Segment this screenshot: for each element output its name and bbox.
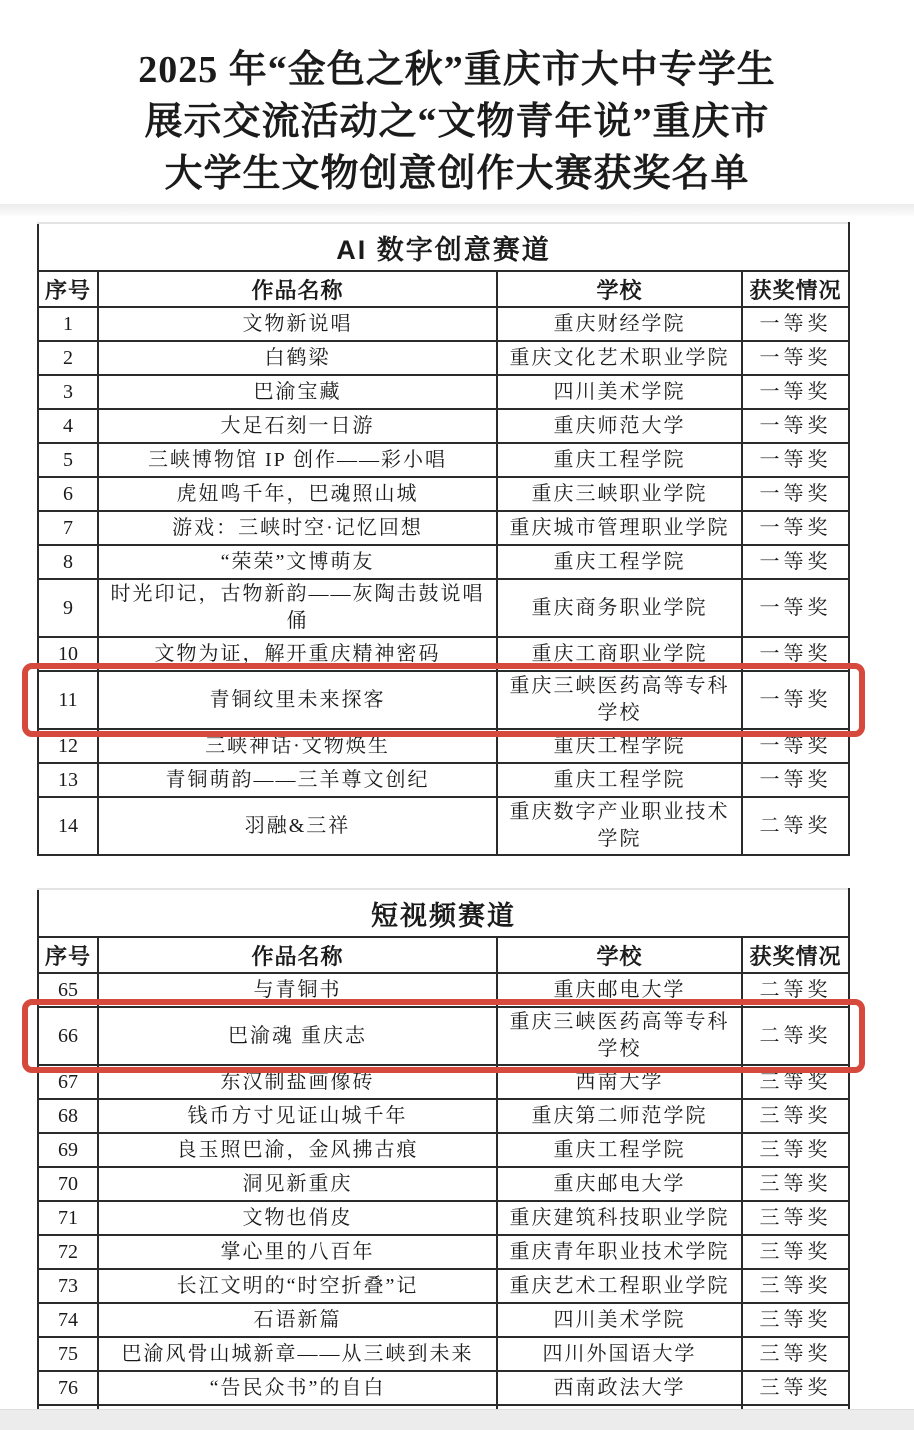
cell-school: 重庆商务职业学院 xyxy=(497,579,742,637)
cell-school: 重庆第二师范学院 xyxy=(497,1099,742,1133)
cell-award: 三等奖 xyxy=(742,1201,849,1235)
column-header-work-title: 作品名称 xyxy=(98,937,497,973)
cell-school: 重庆三峡医药高等专科学校 xyxy=(497,1007,742,1065)
cell-school: 重庆工程学院 xyxy=(497,763,742,797)
table-section-row xyxy=(38,223,849,271)
cell-award: 一等奖 xyxy=(742,409,849,443)
table-row xyxy=(38,1303,849,1337)
cell-work-title: 文物为证，解开重庆精神密码 xyxy=(98,637,497,671)
table-section-row xyxy=(38,889,849,937)
cell-work-title: 时光印记，古物新韵——灰陶击鼓说唱俑 xyxy=(98,579,497,637)
cell-serial: 68 xyxy=(38,1099,98,1133)
ai-track-table xyxy=(37,222,850,856)
cell-award: 三等奖 xyxy=(742,1269,849,1303)
cell-work-title: 文物新说唱 xyxy=(98,307,497,341)
cell-work-title: 虎妞鸣千年，巴魂照山城 xyxy=(98,477,497,511)
cell-serial: 65 xyxy=(38,973,98,1007)
cell-award: 二等奖 xyxy=(742,797,849,855)
table-header-row xyxy=(38,937,849,973)
cell-serial: 5 xyxy=(38,443,98,477)
document-title-line-3: 大学生文物创意创作大赛获奖名单 xyxy=(164,153,750,195)
cell-school: 西南大学 xyxy=(497,1065,742,1099)
cell-work-title: 文物也俏皮 xyxy=(98,1201,497,1235)
cell-serial: 75 xyxy=(38,1337,98,1371)
cell-award: 三等奖 xyxy=(742,1303,849,1337)
cell-serial: 69 xyxy=(38,1133,98,1167)
cell-award: 二等奖 xyxy=(742,1007,849,1065)
cell-serial: 76 xyxy=(38,1371,98,1405)
cell-award: 一等奖 xyxy=(742,307,849,341)
table-row xyxy=(38,307,849,341)
cell-work-title: 长江文明的“时空折叠”记 xyxy=(98,1269,497,1303)
table-row xyxy=(38,797,849,855)
page-bottom-edge xyxy=(0,1409,914,1430)
table-row xyxy=(38,729,849,763)
table-row xyxy=(38,409,849,443)
cell-serial: 1 xyxy=(38,307,98,341)
cell-school: 重庆工程学院 xyxy=(497,729,742,763)
cell-award: 一等奖 xyxy=(742,729,849,763)
cell-school: 重庆财经学院 xyxy=(497,307,742,341)
cell-school: 重庆艺术工程职业学院 xyxy=(497,1269,742,1303)
cell-award: 一等奖 xyxy=(742,375,849,409)
table-row xyxy=(38,341,849,375)
cell-serial: 12 xyxy=(38,729,98,763)
cell-work-title: 与青铜书 xyxy=(98,973,497,1007)
cell-serial: 10 xyxy=(38,637,98,671)
cell-school: 重庆数字产业职业技术学院 xyxy=(497,797,742,855)
cell-serial: 70 xyxy=(38,1167,98,1201)
table-section-title: AI 数字创意赛道 xyxy=(38,223,849,271)
cell-work-title: 良玉照巴渝，金风拂古痕 xyxy=(98,1133,497,1167)
cell-work-title: 青铜萌韵——三羊尊文创纪 xyxy=(98,763,497,797)
cell-school: 重庆工程学院 xyxy=(497,443,742,477)
cell-work-title: 三峡神话·文物焕生 xyxy=(98,729,497,763)
document-title-line-2: 展示交流活动之“文物青年说”重庆市 xyxy=(144,101,770,143)
cell-school: 重庆师范大学 xyxy=(497,409,742,443)
column-header-school: 学校 xyxy=(497,937,742,973)
cell-serial: 74 xyxy=(38,1303,98,1337)
table-row xyxy=(38,671,849,729)
table-row xyxy=(38,511,849,545)
cell-award: 三等奖 xyxy=(742,1235,849,1269)
cell-serial: 8 xyxy=(38,545,98,579)
cell-school: 重庆三峡医药高等专科学校 xyxy=(497,671,742,729)
cell-serial: 9 xyxy=(38,579,98,637)
cell-serial: 71 xyxy=(38,1201,98,1235)
cell-work-title: 大足石刻一日游 xyxy=(98,409,497,443)
table-row xyxy=(38,579,849,637)
table-row xyxy=(38,1007,849,1065)
table-header-row xyxy=(38,271,849,307)
table-row xyxy=(38,545,849,579)
cell-award: 一等奖 xyxy=(742,579,849,637)
table-row xyxy=(38,1133,849,1167)
cell-school: 重庆工商职业学院 xyxy=(497,637,742,671)
cell-work-title: 巴渝宝藏 xyxy=(98,375,497,409)
table-row xyxy=(38,477,849,511)
column-header-work-title: 作品名称 xyxy=(98,271,497,307)
table-row xyxy=(38,1167,849,1201)
cell-award: 二等奖 xyxy=(742,973,849,1007)
cell-award: 三等奖 xyxy=(742,1065,849,1099)
cell-serial: 7 xyxy=(38,511,98,545)
cell-school: 重庆工程学院 xyxy=(497,1133,742,1167)
cell-school: 重庆城市管理职业学院 xyxy=(497,511,742,545)
table-row xyxy=(38,763,849,797)
table-row xyxy=(38,1269,849,1303)
cell-award: 一等奖 xyxy=(742,477,849,511)
cell-work-title: “荣荣”文博萌友 xyxy=(98,545,497,579)
cell-serial: 6 xyxy=(38,477,98,511)
cell-school: 重庆建筑科技职业学院 xyxy=(497,1201,742,1235)
cell-award: 三等奖 xyxy=(742,1371,849,1405)
document-title xyxy=(0,44,914,200)
cell-award: 三等奖 xyxy=(742,1337,849,1371)
cell-serial: 11 xyxy=(38,671,98,729)
cell-work-title: 游戏：三峡时空·记忆回想 xyxy=(98,511,497,545)
cell-work-title: “告民众书”的自白 xyxy=(98,1371,497,1405)
cell-award: 一等奖 xyxy=(742,341,849,375)
cell-school: 重庆邮电大学 xyxy=(497,973,742,1007)
cell-school: 四川美术学院 xyxy=(497,1303,742,1337)
cell-award: 一等奖 xyxy=(742,545,849,579)
cell-school: 重庆文化艺术职业学院 xyxy=(497,341,742,375)
cell-award: 一等奖 xyxy=(742,671,849,729)
cell-serial: 73 xyxy=(38,1269,98,1303)
column-header-school: 学校 xyxy=(497,271,742,307)
cell-work-title: 东汉制盐画像砖 xyxy=(98,1065,497,1099)
table-row xyxy=(38,443,849,477)
cell-school: 重庆邮电大学 xyxy=(497,1167,742,1201)
cell-serial: 72 xyxy=(38,1235,98,1269)
column-header-award: 获奖情况 xyxy=(742,937,849,973)
cell-work-title: 青铜纹里未来探客 xyxy=(98,671,497,729)
cell-serial: 14 xyxy=(38,797,98,855)
scan-shading-band xyxy=(0,204,914,216)
cell-serial: 13 xyxy=(38,763,98,797)
cell-award: 一等奖 xyxy=(742,511,849,545)
cell-school: 四川外国语大学 xyxy=(497,1337,742,1371)
table-row xyxy=(38,1337,849,1371)
table-section-title: 短视频赛道 xyxy=(38,889,849,937)
cell-work-title: 巴渝风骨山城新章——从三峡到未来 xyxy=(98,1337,497,1371)
column-header-serial: 序号 xyxy=(38,271,98,307)
table-row xyxy=(38,375,849,409)
cell-award: 一等奖 xyxy=(742,763,849,797)
cell-work-title: 巴渝魂 重庆志 xyxy=(98,1007,497,1065)
column-header-serial: 序号 xyxy=(38,937,98,973)
cell-work-title: 白鹤梁 xyxy=(98,341,497,375)
cell-work-title: 羽融&三祥 xyxy=(98,797,497,855)
cell-work-title: 洞见新重庆 xyxy=(98,1167,497,1201)
short-video-track-table xyxy=(37,888,850,1430)
table-row xyxy=(38,973,849,1007)
table-row xyxy=(38,637,849,671)
table-row xyxy=(38,1099,849,1133)
cell-serial: 67 xyxy=(38,1065,98,1099)
cell-serial: 2 xyxy=(38,341,98,375)
table-row xyxy=(38,1371,849,1405)
cell-award: 三等奖 xyxy=(742,1099,849,1133)
cell-serial: 66 xyxy=(38,1007,98,1065)
cell-serial: 4 xyxy=(38,409,98,443)
cell-award: 三等奖 xyxy=(742,1133,849,1167)
table-row xyxy=(38,1065,849,1099)
cell-serial: 3 xyxy=(38,375,98,409)
cell-school: 四川美术学院 xyxy=(497,375,742,409)
cell-school: 重庆工程学院 xyxy=(497,545,742,579)
table-row xyxy=(38,1201,849,1235)
cell-school: 重庆青年职业技术学院 xyxy=(497,1235,742,1269)
column-header-award: 获奖情况 xyxy=(742,271,849,307)
cell-work-title: 三峡博物馆 IP 创作——彩小唱 xyxy=(98,443,497,477)
cell-work-title: 钱币方寸见证山城千年 xyxy=(98,1099,497,1133)
cell-award: 三等奖 xyxy=(742,1167,849,1201)
cell-award: 一等奖 xyxy=(742,637,849,671)
cell-work-title: 石语新篇 xyxy=(98,1303,497,1337)
cell-work-title: 掌心里的八百年 xyxy=(98,1235,497,1269)
table-row xyxy=(38,1235,849,1269)
cell-school: 西南政法大学 xyxy=(497,1371,742,1405)
cell-school: 重庆三峡职业学院 xyxy=(497,477,742,511)
cell-award: 一等奖 xyxy=(742,443,849,477)
document-title-line-1: 2025 年“金色之秋”重庆市大中专学生 xyxy=(138,49,776,91)
